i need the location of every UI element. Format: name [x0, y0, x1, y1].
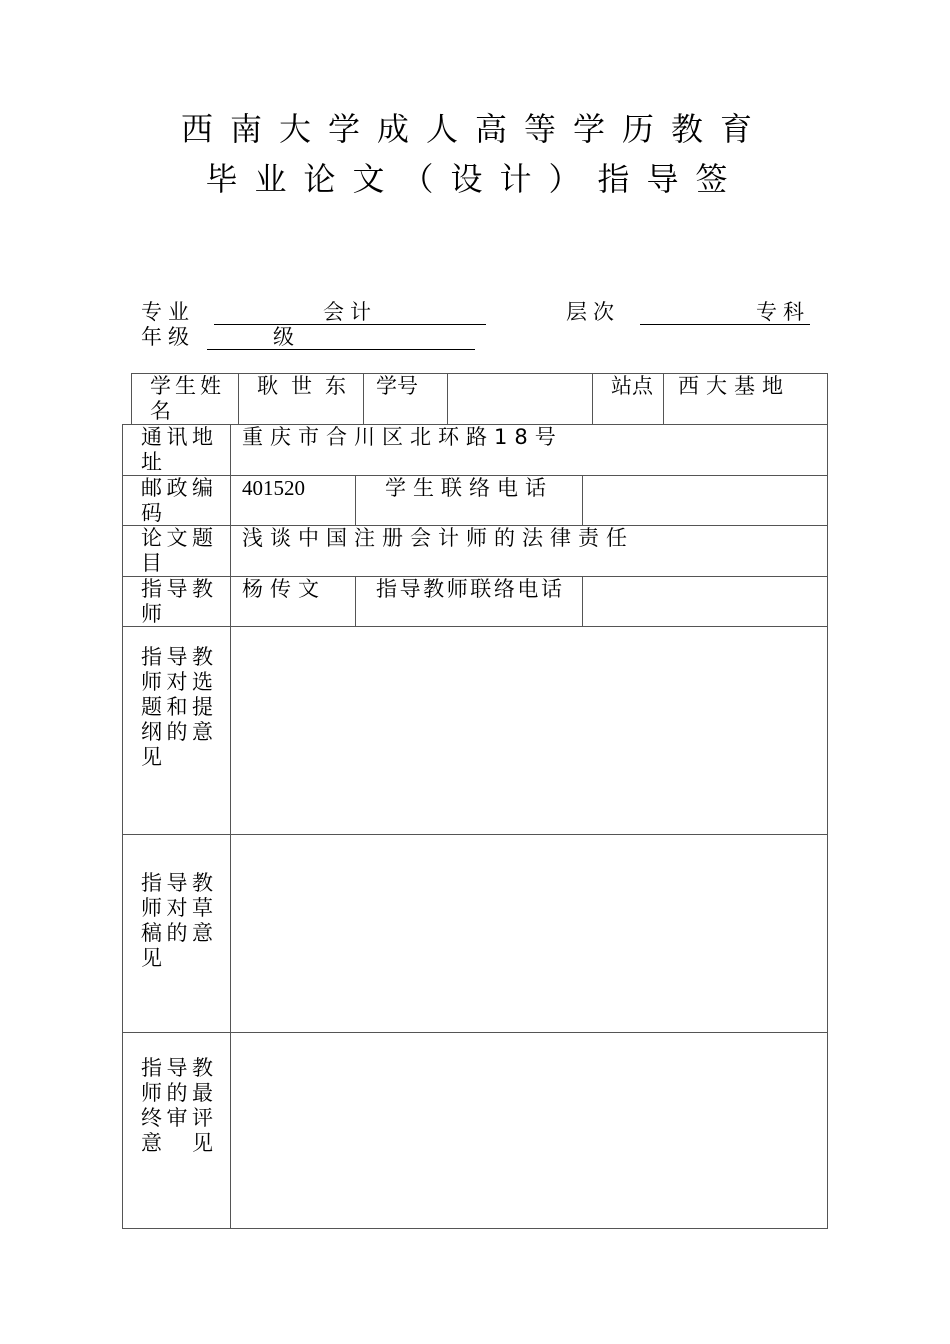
- advisor-label: 指导教师: [122, 576, 231, 627]
- student-id-label: 学号: [363, 373, 448, 425]
- student-id-field[interactable]: [447, 373, 593, 425]
- postcode-label: 邮政编码: [122, 475, 231, 526]
- opinion-topic-field[interactable]: [230, 626, 828, 835]
- major-field[interactable]: 会计: [214, 300, 486, 325]
- grade-field[interactable]: 级: [207, 325, 475, 350]
- advisor-value[interactable]: 杨传文: [230, 576, 356, 627]
- station-label: 站点: [592, 373, 664, 425]
- document-title-line2: 毕业论文（设计）指导签: [205, 160, 745, 198]
- major-label: 专业: [141, 300, 195, 324]
- document-title-line1: 西南大学成人高等学历教育: [180, 110, 769, 148]
- advisor-phone-field[interactable]: [582, 576, 828, 627]
- advisor-phone-label: 指导教师联络电话: [355, 576, 583, 627]
- opinion-draft-label: 指导教师对草稿的意见: [122, 834, 231, 1033]
- opinion-topic-label: 指导教师对选题和提纲的意见: [122, 626, 231, 835]
- opinion-draft-field[interactable]: [230, 834, 828, 1033]
- level-label: 层次: [566, 300, 620, 324]
- postcode-value[interactable]: 401520: [230, 475, 356, 526]
- level-field[interactable]: 专科: [640, 300, 810, 325]
- station-value[interactable]: 西大基地: [663, 373, 828, 425]
- student-phone-field[interactable]: [582, 475, 828, 526]
- student-name-label: 学生姓名: [131, 373, 239, 425]
- opinion-final-field[interactable]: [230, 1032, 828, 1229]
- address-label: 通讯地址: [122, 424, 231, 476]
- thesis-title-label: 论文题目: [122, 525, 231, 577]
- opinion-final-label: 指导教师的最终审评意见: [122, 1032, 231, 1229]
- student-phone-label: 学生联络电话: [355, 475, 583, 526]
- thesis-title-value[interactable]: 浅谈中国注册会计师的法律责任: [230, 525, 828, 577]
- grade-label: 年级: [141, 325, 195, 349]
- student-name-value[interactable]: 耿世东: [238, 373, 364, 425]
- address-value[interactable]: 重庆市合川区北环路18号: [230, 424, 828, 476]
